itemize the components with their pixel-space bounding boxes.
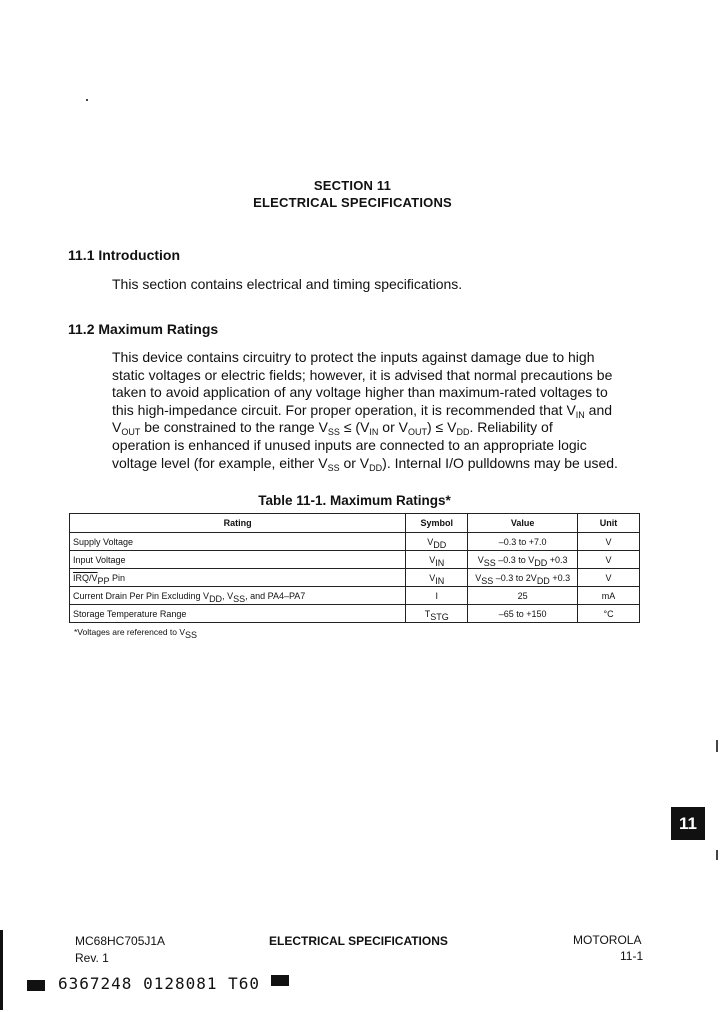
footer-revision: Rev. 1 bbox=[75, 951, 109, 965]
para-line: $V_{OUT}$ be constrained to the range $V_{SS} \le (V_{IN}$ or $V_{OUT}) \le V_{DD}$. Reliability of bbox=[112, 419, 553, 438]
para-line: taken to avoid application of any voltage higher than maximum-rated voltages to bbox=[112, 384, 608, 401]
para-line: This device contains circuitry to protect the inputs against damage due to high bbox=[112, 349, 595, 365]
table-header-row bbox=[70, 514, 640, 533]
cell-rating: Input Voltage bbox=[70, 551, 406, 569]
cell-value: $V_{SS}$ –0.3 to $V_{DD} +0.3$ bbox=[468, 551, 578, 569]
intro-text: This section contains electrical and timing specifications. bbox=[112, 276, 463, 292]
cell-symbol: I bbox=[406, 587, 468, 605]
scan-speck bbox=[716, 850, 718, 860]
cell-rating: Storage Temperature Range bbox=[70, 605, 406, 623]
cell-symbol: $V_{DD}$ bbox=[406, 533, 468, 551]
cell-unit: V bbox=[578, 569, 640, 587]
cell-value: 25 bbox=[468, 587, 578, 605]
footer-page-number: 11-1 bbox=[620, 949, 644, 963]
cell-rating: Current Drain Per Pin Excluding $V_{DD}$, $V_{SS}$, and PA4–PA7 bbox=[70, 587, 406, 605]
max-ratings-paragraph bbox=[112, 349, 652, 472]
para-line: this high-impedance circuit. For proper operation, it is recommended that $V_{IN}$ and bbox=[112, 401, 613, 420]
max-ratings-table bbox=[69, 513, 640, 623]
table-row bbox=[70, 605, 640, 623]
cell-symbol: $V_{IN}$ bbox=[406, 551, 468, 569]
footer-company: MOTOROLA bbox=[573, 933, 642, 947]
cell-unit: mA bbox=[578, 587, 640, 605]
section-tab-marker: 11 bbox=[671, 807, 705, 840]
section-number: SECTION 11 bbox=[313, 178, 392, 193]
scan-block-right bbox=[271, 975, 289, 986]
cell-symbol: $T_{STG}$ bbox=[406, 605, 468, 623]
cell-symbol: $V_{IN}$ bbox=[406, 569, 468, 587]
cell-unit: °C bbox=[578, 605, 640, 623]
max-ratings-heading: 11.2 Maximum Ratings bbox=[68, 321, 219, 337]
table-row bbox=[70, 569, 640, 587]
cell-value: $V_{SS}$ –0.3 to $2V_{DD} +0.3$ bbox=[468, 569, 578, 587]
scan-code-text: 6367248 0128081 T60 bbox=[58, 974, 261, 993]
header-value: Value bbox=[468, 514, 578, 533]
table-caption: Table 11-1. Maximum Ratings* bbox=[258, 493, 451, 508]
para-line: operation is enhanced if unused inputs are connected to an appropriate logic bbox=[112, 436, 587, 453]
cell-unit: V bbox=[578, 533, 640, 551]
scan-speck bbox=[86, 99, 88, 101]
cell-rating: IRQ/$V_{PP}$ Pin bbox=[70, 569, 406, 587]
footer-part-number: MC68HC705J1A bbox=[75, 934, 166, 948]
footer-title: ELECTRICAL SPECIFICATIONS bbox=[269, 934, 448, 948]
scan-edge-mark bbox=[0, 930, 3, 1010]
para-line: voltage level (for example, either $V_{SS}$ or $V_{DD}$). Internal I/O pulldowns may be used. bbox=[112, 454, 618, 473]
table-footnote: *Voltages are referenced to $V_{SS}$ bbox=[74, 627, 198, 640]
section-title: ELECTRICAL SPECIFICATIONS bbox=[253, 195, 452, 210]
header-symbol: Symbol bbox=[406, 514, 468, 533]
cell-value: –65 to +150 bbox=[468, 605, 578, 623]
cell-value: –0.3 to +7.0 bbox=[468, 533, 578, 551]
intro-heading: 11.1 Introduction bbox=[68, 247, 181, 263]
header-unit: Unit bbox=[578, 514, 640, 533]
para-line: static voltages or electric fields; however, it is advised that normal precautions be bbox=[112, 366, 613, 383]
cell-rating: Supply Voltage bbox=[70, 533, 406, 551]
cell-unit: V bbox=[578, 551, 640, 569]
scan-speck bbox=[716, 740, 718, 752]
header-rating: Rating bbox=[70, 514, 406, 533]
table-row bbox=[70, 551, 640, 569]
table-row bbox=[70, 533, 640, 551]
table-row bbox=[70, 587, 640, 605]
scan-block-left bbox=[27, 980, 45, 991]
